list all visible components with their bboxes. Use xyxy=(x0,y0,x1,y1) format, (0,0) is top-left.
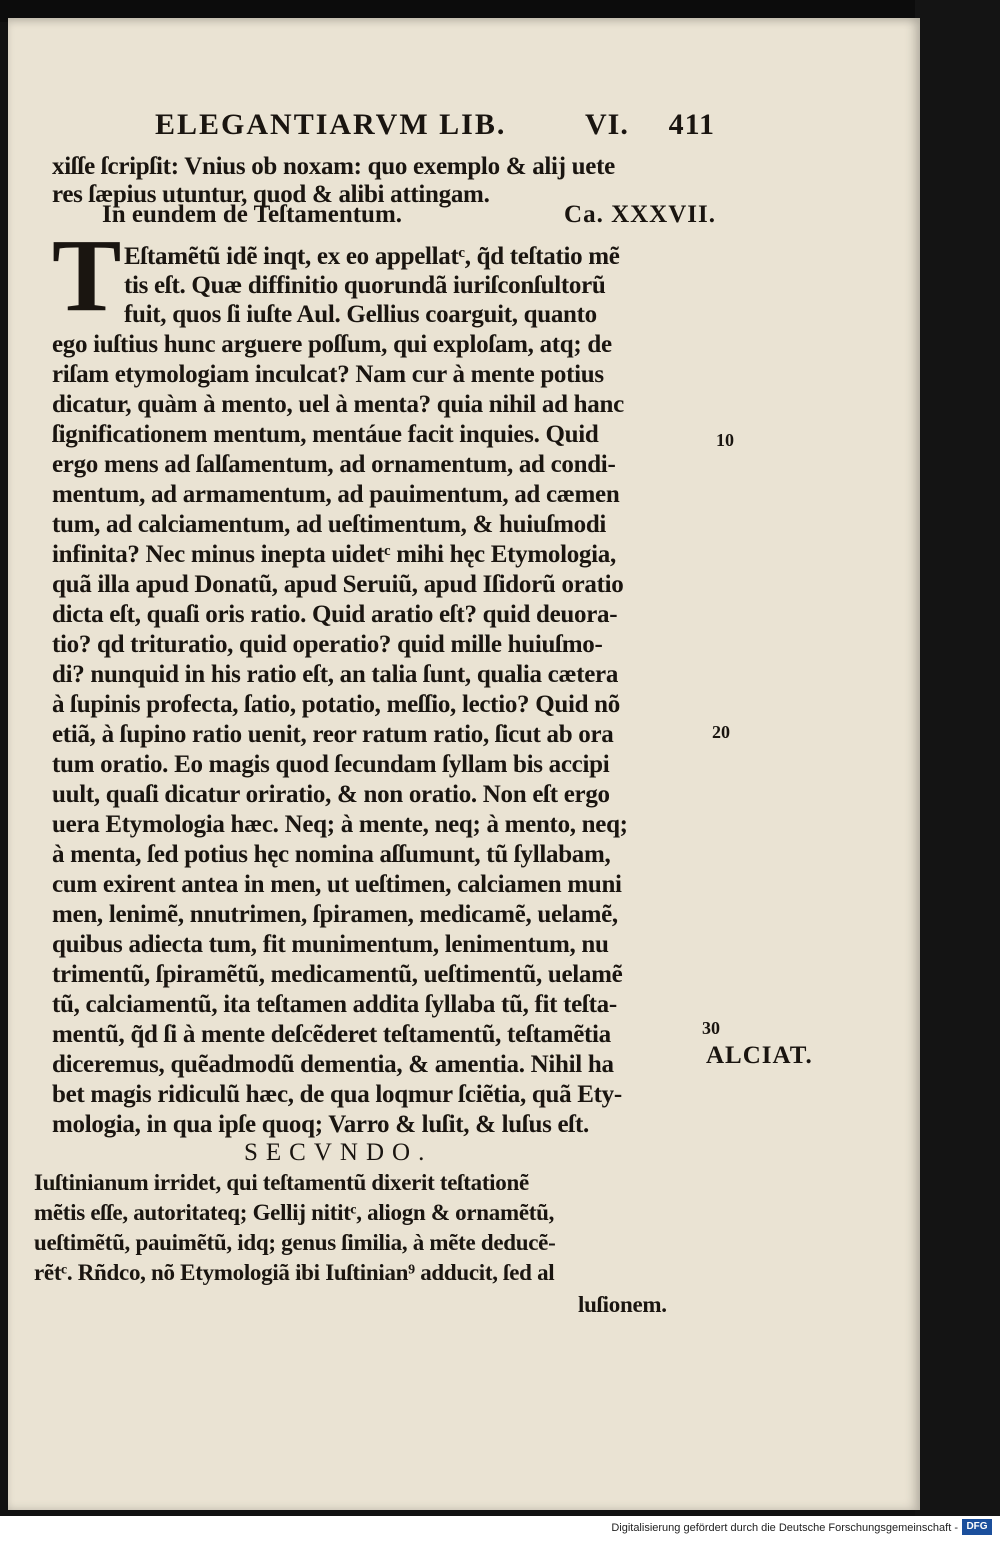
text-line: tis eſt. Quæ diffinitio quorundã iuriſconſultorũ xyxy=(124,272,606,299)
text-line: uera Etymologia hæc. Neq; à mente, neq; à mento, neq; xyxy=(52,811,628,838)
header-book-number: VI. xyxy=(585,108,629,141)
page-number: 411 xyxy=(668,108,715,141)
header-title: ELEGANTIARVM LIB. xyxy=(155,108,507,141)
text-line: fuit, quos ſi iuſte Aul. Gellius coarguit, quanto xyxy=(124,301,597,328)
text-line: tum, ad calciamentum, ad ueſtimentum, & huiuſmodi xyxy=(52,511,607,538)
text-line: trimentũ, ſpiramẽtũ, medicamentũ, ueſtimentũ, uelamẽ xyxy=(52,961,623,988)
commentary-line: luſionem. xyxy=(578,1292,667,1317)
chapter-number: Ca. XXXVII. xyxy=(564,201,716,228)
text-line: men, lenimẽ, nnutrimen, ſpiramen, medicamẽ, uelamẽ, xyxy=(52,901,618,928)
scan-background-right xyxy=(915,0,1000,1546)
funding-notice: Digitalisierung gefördert durch die Deutsche Forschungsgemeinschaft - xyxy=(611,1522,958,1534)
commentary-line: rẽtᶜ. Rñdco, nõ Etymologiã ibi Iuſtinian⁹ adducit, ſed al xyxy=(34,1260,555,1285)
drop-capital: T xyxy=(52,218,122,333)
commentary-line: mẽtis eſſe, autoritateq; Gellij nititᶜ, aliogn & ornamẽtũ, xyxy=(34,1200,555,1225)
chapter-heading xyxy=(102,200,716,230)
dfg-logo: DFG xyxy=(962,1519,992,1535)
text-line: tũ, calciamentũ, ita teſtamen addita ſyllaba tũ, fit teſta- xyxy=(52,991,617,1018)
commentary-line: ueſtimẽtũ, pauimẽtũ, idq; genus ſimilia, à mẽte deducẽ- xyxy=(34,1230,556,1255)
margin-line-number: 30 xyxy=(702,1018,720,1038)
text-line: mentum, ad armamentum, ad pauimentum, ad cæmen xyxy=(52,481,620,508)
section-heading: SECVNDO. xyxy=(244,1139,433,1166)
text-line: ergo mens ad ſalſamentum, ad ornamentum, ad condi- xyxy=(52,451,616,478)
text-line: à menta, ſed potius hęc nomina aſſumunt, tũ ſyllabam, xyxy=(52,841,611,868)
text-line: quã illa apud Donatũ, apud Seruiũ, apud Iſidorũ oratio xyxy=(52,571,624,598)
text-line: uult, quaſi dicatur oriratio, & non oratio. Non eſt ergo xyxy=(52,781,610,808)
text-line: ſignificationem mentum, mentáue facit inquies. Quid xyxy=(52,421,599,448)
text-line: riſam etymologiam inculcat? Nam cur à mente potius xyxy=(52,361,604,388)
text-line: diceremus, quẽadmodũ dementia, & amentia. Nihil ha xyxy=(52,1051,614,1078)
text-line: mologia, in qua ipſe quoq; Varro & luſit, & luſus eſt. xyxy=(52,1111,589,1138)
text-line: etiã, à ſupino ratio uenit, reor ratum ratio, ſicut ab ora xyxy=(52,721,614,748)
text-line: infinita? Nec minus inepta uidetᶜ mihi hęc Etymologia, xyxy=(52,541,616,568)
text-line: res ſæpius utuntur, quod & alibi attingam. xyxy=(52,181,490,208)
commentary-line: Iuſtinianum irridet, qui teſtamentũ dixerit teſtationẽ xyxy=(34,1170,529,1195)
margin-note: ALCIAT. xyxy=(706,1042,813,1069)
text-line: quibus adiecta tum, fit munimentum, lenimentum, nu xyxy=(52,931,609,958)
text-line: Eſtamẽtũ idẽ inqt, ex eo appellatᶜ, q̃d teſtatio mẽ xyxy=(124,243,620,270)
running-header xyxy=(155,108,715,146)
text-line: bet magis ridiculũ hæc, de qua loqmur ſciẽtia, quã Ety- xyxy=(52,1081,622,1108)
text-line: tio? qd trituratio, quid operatio? quid mille huiuſmo- xyxy=(52,631,603,658)
text-line: cum exirent antea in men, ut ueſtimen, calciamen muni xyxy=(52,871,622,898)
margin-line-number: 20 xyxy=(712,722,730,742)
text-line: tum oratio. Eo magis quod ſecundam ſyllam bis accipi xyxy=(52,751,610,778)
text-line: à ſupinis profecta, ſatio, potatio, meſſio, lectio? Quid nõ xyxy=(52,691,620,718)
chapter-title: In eundem de Teſtamentum. xyxy=(102,201,403,228)
text-line: xiſſe ſcripſit: Vnius ob noxam: quo exemplo & alij uete xyxy=(52,153,615,180)
text-line: dicta eſt, quaſi oris ratio. Quid aratio eſt? quid deuora- xyxy=(52,601,618,628)
text-line: dicatur, quàm à mento, uel à menta? quia nihil ad hanc xyxy=(52,391,624,418)
margin-line-number: 10 xyxy=(716,430,734,450)
text-line: di? nunquid in his ratio eſt, an talia ſunt, qualia cætera xyxy=(52,661,619,688)
text-line: mentũ, q̃d ſi à mente deſcẽderet teſtamentũ, teſtamẽtia xyxy=(52,1021,611,1048)
text-line: ego iuſtius hunc arguere poſſum, qui exploſam, atq; de xyxy=(52,331,612,358)
